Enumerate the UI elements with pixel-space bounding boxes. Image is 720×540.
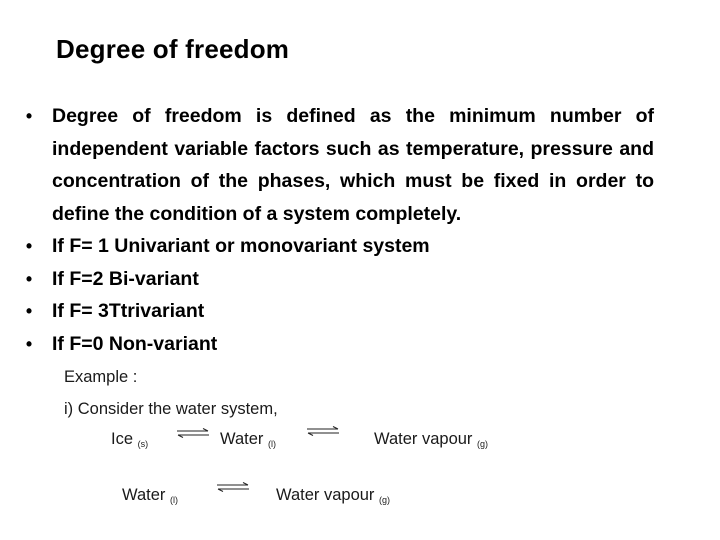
equilibrium-1-right-species xyxy=(374,430,488,449)
equilibrium-arrow-icon xyxy=(176,428,210,438)
equilibrium-arrow-icon xyxy=(306,426,340,436)
example-intro: i) Consider the water system, xyxy=(64,400,278,418)
species-name: Water xyxy=(220,430,264,448)
bullet-icon: • xyxy=(25,301,33,321)
species-name: Ice xyxy=(111,430,134,448)
bullet-text: If F=0 Non-variant xyxy=(52,332,218,355)
bullet-text: If F= 3Ttrivariant xyxy=(52,300,205,322)
slide-title: Degree of freedom xyxy=(56,34,290,64)
equilibrium-1-middle-species xyxy=(220,430,276,449)
bullet-text: If F= 1 Univariant or monovariant system xyxy=(52,235,430,257)
bullet-text: Degree of freedom is defined as the minimum number of independent variable factors such as temperature, pressure and concentration of the phases, which must be fixed in order to define the condition of a system completely. xyxy=(52,105,654,225)
equilibrium-arrow-icon xyxy=(216,482,250,492)
equilibrium-1-left-species xyxy=(111,430,148,449)
bullet-icon: • xyxy=(25,236,33,256)
bullet-icon: • xyxy=(25,106,33,126)
species-name: Water vapour xyxy=(374,430,473,448)
bullet-text: If F=2 Bi-variant xyxy=(52,267,199,290)
equilibrium-2-right-species xyxy=(276,486,390,505)
example-heading: Example : xyxy=(64,368,138,386)
state-symbol: (s) xyxy=(137,439,149,449)
state-symbol: (g) xyxy=(477,439,489,449)
bullet-icon: • xyxy=(25,268,33,289)
state-symbol: (g) xyxy=(379,495,391,505)
species-name: Water xyxy=(122,486,166,504)
state-symbol: (l) xyxy=(170,495,178,505)
bullet-icon: • xyxy=(25,333,33,354)
equilibrium-2-left-species xyxy=(122,486,178,505)
species-name: Water vapour xyxy=(276,486,375,504)
state-symbol: (l) xyxy=(268,439,276,449)
